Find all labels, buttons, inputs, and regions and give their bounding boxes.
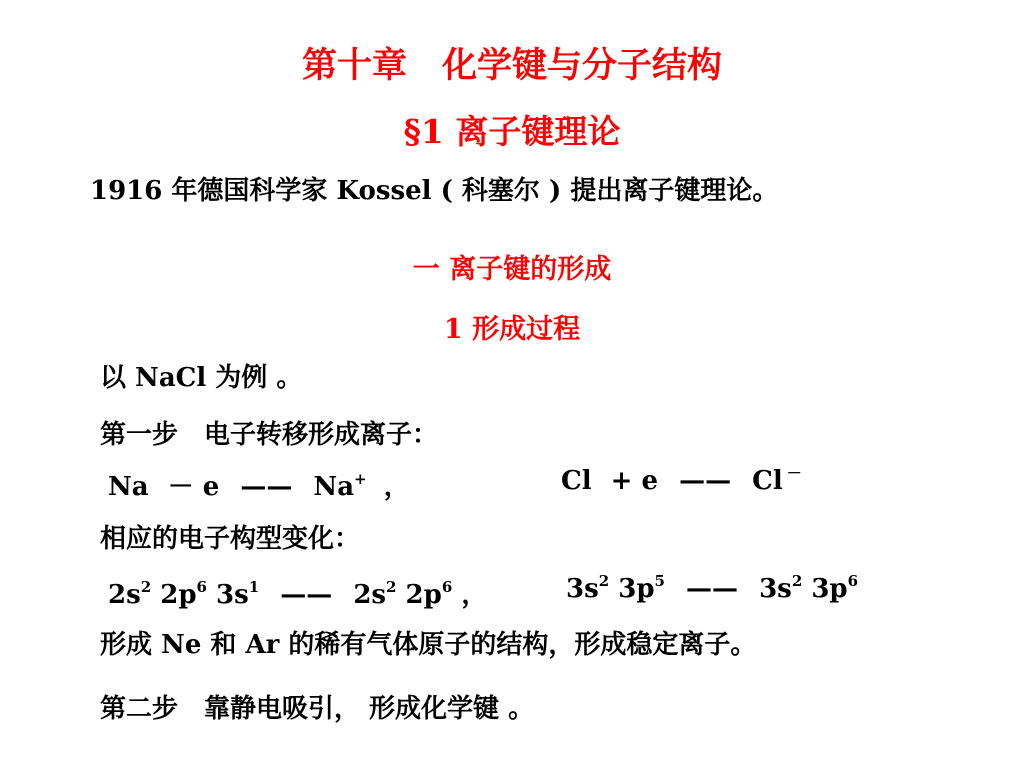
cl-config-term: 3p	[618, 574, 655, 604]
na-separator: ，	[383, 472, 410, 502]
example-text: 以 NaCl 为例 。	[100, 363, 303, 393]
na-arrow: ——	[240, 472, 293, 502]
cl-config-arrow: ——	[686, 574, 739, 604]
na-config-term: 3s	[216, 580, 249, 610]
cl-operator: + e	[610, 466, 659, 496]
cl-electron-config	[566, 574, 858, 604]
cl-config-term: 3p	[811, 574, 848, 604]
na-config-term: 2s	[108, 580, 141, 610]
intro-text: 1916 年德国科学家 Kossel ( 科塞尔 ) 提出离子键理论。	[90, 176, 779, 206]
chapter-title: 第十章 化学键与分子结构	[301, 45, 722, 86]
na-config-separator: ，	[461, 580, 488, 610]
heading-ionic-bond-formation: 一 离子键的形成	[412, 254, 612, 285]
cl-charge: －	[786, 464, 802, 482]
cl-config-sup: 6	[847, 572, 859, 590]
cl-config-term: 3s	[566, 574, 599, 604]
cl-config-sup: 2	[598, 572, 610, 590]
na-config-sup: 1	[248, 578, 260, 596]
cl-reactant: Cl	[561, 466, 592, 496]
na-config-sup: 2	[140, 578, 152, 596]
na-operator: － e	[167, 472, 220, 502]
heading-formation-process: 1 形成过程	[443, 314, 581, 345]
na-ionization-equation	[108, 466, 410, 503]
cl-ionization-equation	[561, 466, 802, 496]
cl-config-sup: 5	[654, 572, 665, 590]
config-heading: 相应的电子构型变化：	[100, 524, 361, 554]
na-reactant: Na	[108, 472, 149, 502]
na-product: Na	[313, 472, 355, 502]
na-config-sup: 6	[441, 578, 453, 596]
na-config-sup: 2	[386, 578, 397, 596]
step-one-text: 第一步 电子转移形成离子：	[100, 420, 439, 450]
noble-gas-text: 形成 Ne 和 Ar 的稀有气体原子的结构，形成稳定离子。	[100, 630, 757, 660]
na-config-term: 2p	[160, 580, 197, 610]
na-electron-config	[108, 574, 487, 611]
na-config-term: 2p	[405, 580, 442, 610]
step-two-text: 第二步 靠静电吸引， 形成化学键 。	[100, 694, 535, 724]
cl-product: Cl	[752, 466, 783, 496]
na-config-arrow: ——	[280, 580, 333, 610]
na-config-term: 2s	[353, 580, 387, 610]
cl-config-term: 3s	[759, 574, 792, 604]
na-config-sup: 6	[196, 578, 207, 596]
na-charge: +	[354, 470, 367, 488]
cl-config-sup: 2	[791, 572, 803, 590]
section-title: §1 离子键理论	[403, 112, 621, 151]
cl-arrow: ——	[679, 466, 732, 496]
